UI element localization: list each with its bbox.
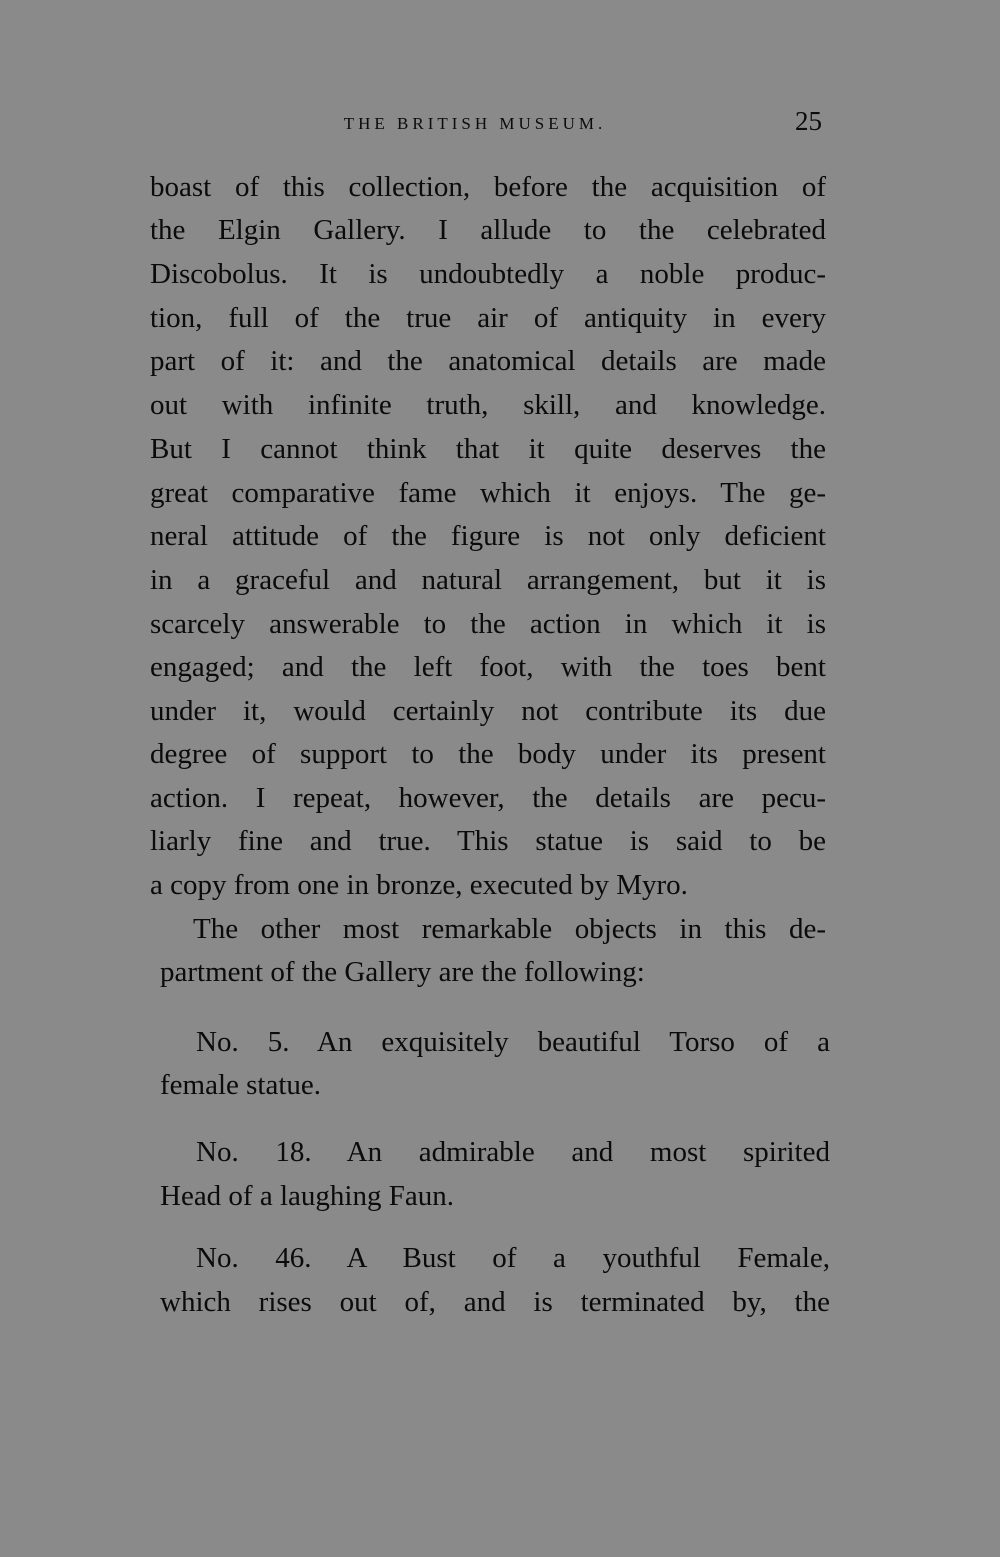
- text-line: engaged; and the left foot, with the toes bent: [150, 651, 826, 683]
- text-line: the Elgin Gallery. I allude to the celebrated: [150, 214, 826, 246]
- text-line: a copy from one in bronze, executed by Myro.: [150, 869, 688, 901]
- text-line: liarly fine and true. This statue is said to be: [150, 825, 826, 857]
- text-line: part of it: and the anatomical details are made: [150, 345, 826, 377]
- text-line: The other most remarkable objects in this de-: [193, 913, 826, 945]
- text-line: great comparative fame which it enjoys. The ge-: [150, 477, 826, 509]
- text-line: degree of support to the body under its present: [150, 738, 826, 770]
- running-head: [150, 106, 822, 140]
- text-line: in a graceful and natural arrangement, but it is: [150, 564, 826, 596]
- running-title: THE BRITISH MUSEUM.: [343, 114, 607, 133]
- text-line: Discobolus. It is undoubtedly a noble produc-: [150, 258, 826, 290]
- text-line: No. 18. An admirable and most spirited: [196, 1136, 830, 1168]
- text-line: No. 46. A Bust of a youthful Female,: [196, 1242, 830, 1274]
- text-line: action. I repeat, however, the details are pecu-: [150, 782, 826, 814]
- text-line: scarcely answerable to the action in which it is: [150, 608, 826, 640]
- text-line: Head of a laughing Faun.: [160, 1180, 454, 1212]
- text-line: neral attitude of the figure is not only deficient: [150, 520, 826, 552]
- text-line: partment of the Gallery are the following:: [160, 956, 645, 988]
- text-line: female statue.: [160, 1069, 322, 1101]
- page-number: 25: [795, 106, 822, 136]
- text-line: under it, would certainly not contribute its due: [150, 695, 826, 727]
- text-line: out with infinite truth, skill, and knowledge.: [150, 389, 826, 421]
- text-line: But I cannot think that it quite deserves the: [150, 433, 826, 465]
- text-line: tion, full of the true air of antiquity in every: [150, 302, 826, 334]
- text-line: which rises out of, and is terminated by, the: [160, 1286, 830, 1318]
- text-line: No. 5. An exquisitely beautiful Torso of a: [196, 1026, 830, 1058]
- text-line: boast of this collection, before the acquisition of: [150, 171, 826, 203]
